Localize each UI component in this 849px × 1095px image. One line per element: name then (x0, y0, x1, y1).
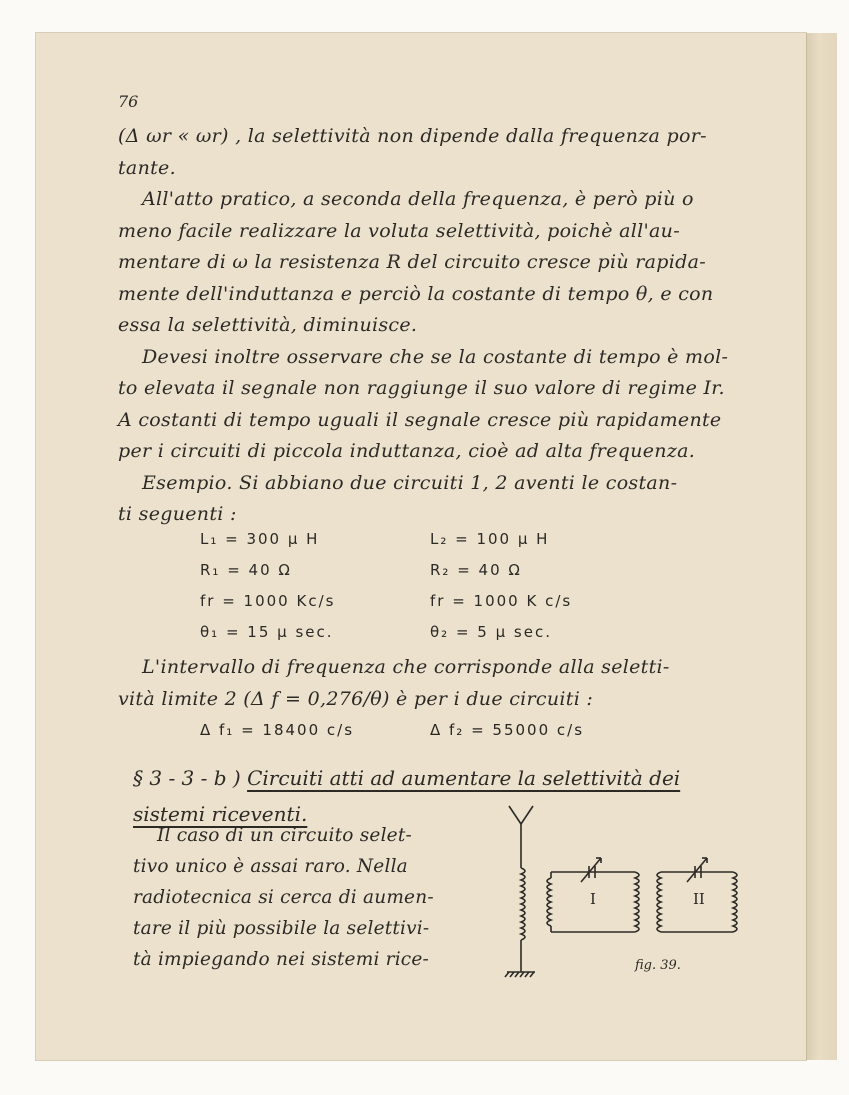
constants-row (200, 592, 660, 623)
text-line: essa la selettività, diminuisce. (118, 314, 418, 336)
constant-circuit-1: θ₁ = 15 μ sec. (200, 623, 334, 641)
coupling-coil-1 (547, 878, 551, 926)
antenna-arm-right (521, 806, 533, 824)
circuit-2-label: II (693, 890, 705, 908)
constants-table (200, 530, 660, 654)
delta-values (200, 721, 660, 739)
constant-circuit-2: fr = 1000 K c/s (430, 592, 573, 610)
circuit-diagram (495, 800, 755, 990)
text-line: meno facile realizzare la voluta selettività, poichè all'au- (118, 219, 680, 242)
section-number: § 3 - 3 - b ) (133, 766, 241, 790)
antenna-coil (521, 868, 525, 940)
section-title: Circuiti atti ad aumentare la selettività dei (247, 766, 681, 790)
text-line: radiotecnica si cerca di aumen- (133, 887, 434, 908)
constant-circuit-2: L₂ = 100 μ H (430, 530, 550, 548)
body-text-2 (118, 652, 768, 715)
body-text (118, 121, 768, 531)
constants-row (200, 530, 660, 561)
text-line: mentare di ω la resistenza R del circuito cresce più rapida- (118, 251, 706, 273)
text-line: mente dell'induttanza e perciò la costante di tempo θ, e con (118, 282, 714, 305)
section-title-continued: sistemi riceventi. (133, 802, 308, 826)
text-line: to elevata il segnale non raggiunge il suo valore di regime Ir. (118, 377, 725, 399)
text-line: (Δ ωr « ωr) , la selettività non dipende dalla frequenza por- (118, 125, 707, 147)
text-line: Esempio. Si abbiano due circuiti 1, 2 aventi le costan- (142, 471, 678, 494)
delta-f2: Δ f₂ = 55000 c/s (430, 721, 585, 739)
text-line: tà impiegando nei sistemi rice- (133, 949, 429, 970)
text-line: All'atto pratico, a seconda della frequenza, è però più o (142, 188, 694, 210)
constants-row (200, 623, 660, 654)
circuit-2-coil (733, 872, 737, 932)
constant-circuit-1: R₁ = 40 Ω (200, 561, 292, 579)
antenna-arm-left (509, 806, 521, 824)
text-line: Devesi inoltre osservare che se la costante di tempo è mol- (142, 345, 729, 368)
circuit-1-label: I (590, 890, 596, 908)
text-line: L'intervallo di frequenza che corrisponde alla seletti- (142, 656, 670, 678)
text-line: Il caso di un circuito selet- (157, 825, 412, 846)
figure-caption: fig. 39. (635, 958, 681, 973)
coupling-coil-2 (657, 872, 661, 932)
text-line: ti seguenti : (118, 503, 237, 525)
circuit-1-coil (635, 872, 639, 932)
text-line: vità limite 2 (Δ f = 0,276/θ) è per i due circuiti : (118, 687, 594, 710)
constant-circuit-1: fr = 1000 Kc/s (200, 592, 336, 610)
delta-f1: Δ f₁ = 18400 c/s (200, 721, 355, 739)
paragraph-receivers (133, 820, 473, 975)
section-heading-line (133, 760, 763, 796)
page-edge (806, 33, 837, 1060)
page-number: 76 (118, 92, 139, 111)
constant-circuit-2: θ₂ = 5 μ sec. (430, 623, 552, 641)
constant-circuit-2: R₂ = 40 Ω (430, 561, 522, 579)
text-line: per i circuiti di piccola induttanza, cioè ad alta frequenza. (118, 440, 696, 462)
text-line: tare il più possibile la selettivi- (133, 918, 430, 939)
text-line: tivo unico è assai raro. Nella (133, 856, 408, 877)
constant-circuit-1: L₁ = 300 μ H (200, 530, 320, 548)
text-line: A costanti di tempo uguali il segnale cresce più rapidamente (118, 408, 722, 431)
constants-row (200, 561, 660, 592)
text-line: tante. (118, 156, 176, 179)
figure-circuit-diagram (495, 800, 755, 990)
